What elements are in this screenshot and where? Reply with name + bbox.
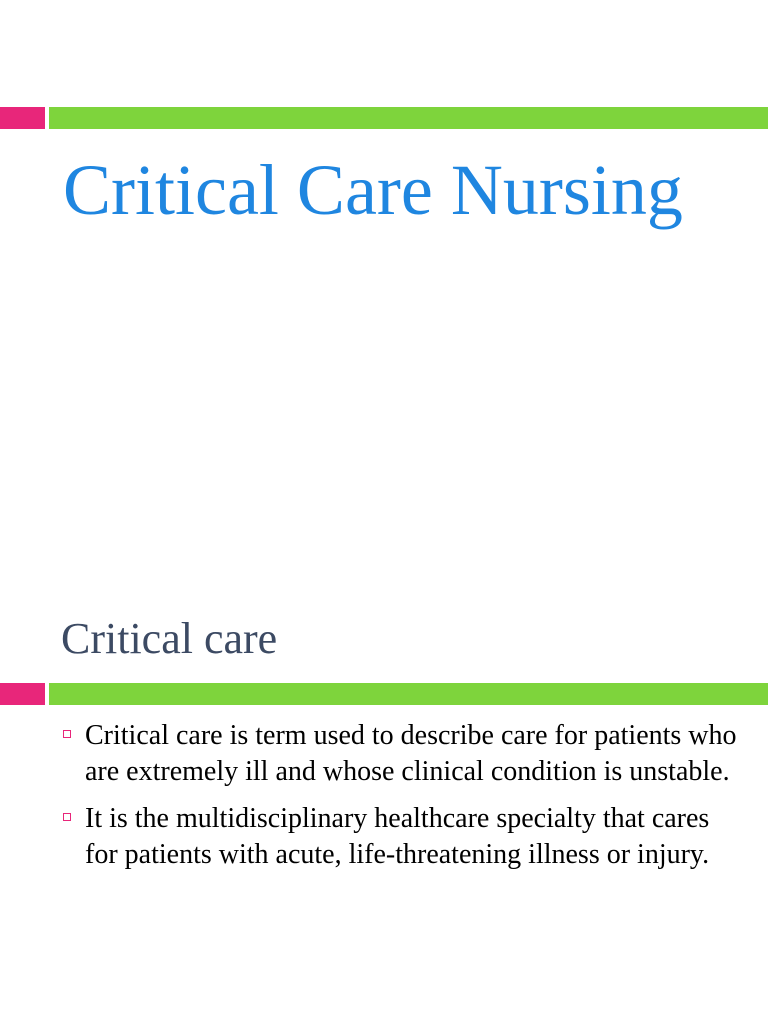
square-bullet-icon xyxy=(63,730,71,738)
bullet-item xyxy=(60,801,740,873)
green-accent-segment xyxy=(49,683,768,705)
section-accent-bar xyxy=(0,683,768,705)
green-accent-segment xyxy=(49,107,768,129)
section-heading: Critical care xyxy=(61,614,278,663)
pink-accent-segment xyxy=(0,107,45,129)
pink-accent-segment xyxy=(0,683,45,705)
square-bullet-icon xyxy=(63,813,71,821)
bullet-item xyxy=(60,718,740,790)
top-accent-bar xyxy=(0,107,768,129)
bullet-text: Critical care is term used to describe care for patients who are extremely ill and whose clinical condition is unstable. xyxy=(85,720,737,787)
bullet-text: It is the multidisciplinary healthcare specialty that cares for patients with acute, life-threatening illness or injury. xyxy=(85,803,710,870)
slide-title: Critical Care Nursing xyxy=(63,150,683,230)
bullet-list xyxy=(60,718,740,884)
